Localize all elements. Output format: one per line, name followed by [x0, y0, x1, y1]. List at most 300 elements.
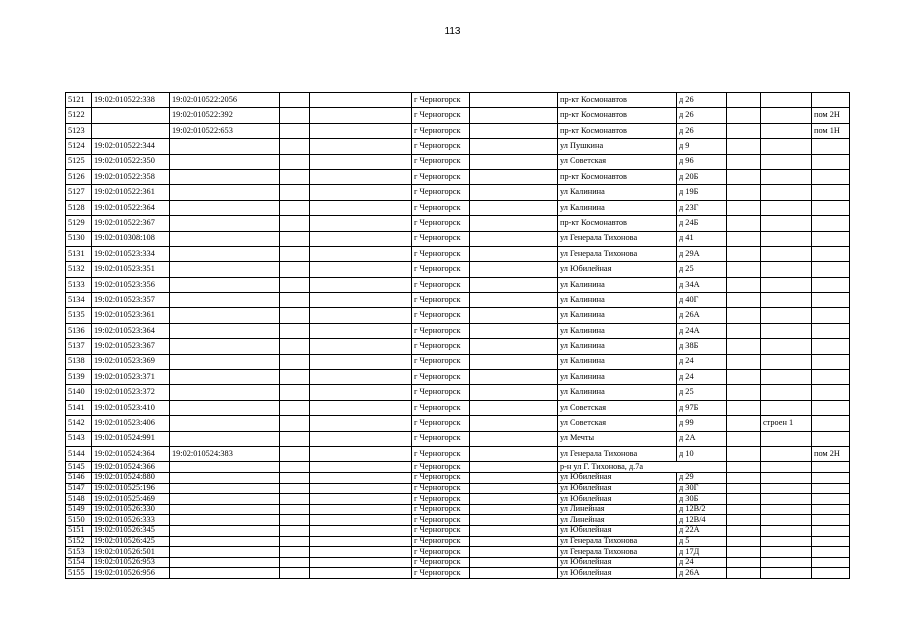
table-row	[66, 293, 850, 308]
premises-cell	[812, 93, 850, 108]
blank-col-5-cell	[310, 483, 412, 494]
city-cell: г Черногорск	[412, 568, 470, 579]
blank-col-4-cell	[280, 262, 310, 277]
blank-col-5-cell	[310, 472, 412, 483]
house-cell: д 10	[677, 446, 727, 461]
table-row	[66, 385, 850, 400]
blank-col-5-cell	[310, 536, 412, 547]
street-cell: ул Калинина	[558, 185, 677, 200]
blank-col-5-cell	[310, 431, 412, 446]
blank-col-10-cell	[727, 308, 761, 323]
blank-col-4-cell	[280, 323, 310, 338]
blank-col-5-cell	[310, 385, 412, 400]
row-number-cell: 5150	[66, 515, 92, 526]
blank-col-7-cell	[470, 108, 558, 123]
premises-cell	[812, 504, 850, 515]
cadastral-number-cell: 19:02:010522:361	[92, 185, 170, 200]
blank-col-10-cell	[727, 472, 761, 483]
registry-body	[66, 93, 850, 579]
blank-col-5-cell	[310, 139, 412, 154]
blank-col-7-cell	[470, 536, 558, 547]
street-cell: ул Юбилейная	[558, 568, 677, 579]
linked-cadastral-number-cell: 19:02:010522:2056	[170, 93, 280, 108]
blank-col-10-cell	[727, 154, 761, 169]
building-cell	[761, 462, 812, 473]
premises-cell	[812, 483, 850, 494]
linked-cadastral-number-cell	[170, 308, 280, 323]
blank-col-4-cell	[280, 446, 310, 461]
blank-col-10-cell	[727, 123, 761, 138]
cadastral-number-cell: 19:02:010523:351	[92, 262, 170, 277]
cadastral-number-cell: 19:02:010524:880	[92, 472, 170, 483]
row-number-cell: 5137	[66, 339, 92, 354]
cadastral-number-cell: 19:02:010523:334	[92, 246, 170, 261]
blank-col-10-cell	[727, 169, 761, 184]
building-cell	[761, 246, 812, 261]
blank-col-4-cell	[280, 339, 310, 354]
linked-cadastral-number-cell	[170, 277, 280, 292]
blank-col-4-cell	[280, 536, 310, 547]
building-cell	[761, 400, 812, 415]
premises-cell	[812, 547, 850, 558]
premises-cell	[812, 277, 850, 292]
blank-col-7-cell	[470, 154, 558, 169]
blank-col-4-cell	[280, 431, 310, 446]
row-number-cell: 5122	[66, 108, 92, 123]
street-cell: пр-кт Космонавтов	[558, 93, 677, 108]
blank-col-7-cell	[470, 385, 558, 400]
cadastral-number-cell: 19:02:010523:356	[92, 277, 170, 292]
street-cell: ул Советская	[558, 154, 677, 169]
blank-col-7-cell	[470, 568, 558, 579]
premises-cell	[812, 568, 850, 579]
blank-col-5-cell	[310, 547, 412, 558]
linked-cadastral-number-cell	[170, 568, 280, 579]
blank-col-5-cell	[310, 400, 412, 415]
building-cell	[761, 515, 812, 526]
house-cell: д 30Г	[677, 483, 727, 494]
linked-cadastral-number-cell	[170, 231, 280, 246]
blank-col-7-cell	[470, 339, 558, 354]
linked-cadastral-number-cell	[170, 370, 280, 385]
house-cell: д 9	[677, 139, 727, 154]
blank-col-5-cell	[310, 416, 412, 431]
blank-col-4-cell	[280, 354, 310, 369]
blank-col-10-cell	[727, 231, 761, 246]
premises-cell	[812, 557, 850, 568]
cadastral-number-cell: 19:02:010523:364	[92, 323, 170, 338]
blank-col-10-cell	[727, 536, 761, 547]
blank-col-10-cell	[727, 446, 761, 461]
blank-col-4-cell	[280, 231, 310, 246]
street-cell: пр-кт Космонавтов	[558, 216, 677, 231]
table-row	[66, 262, 850, 277]
blank-col-4-cell	[280, 483, 310, 494]
row-number-cell: 5139	[66, 370, 92, 385]
blank-col-5-cell	[310, 354, 412, 369]
house-cell: д 24Б	[677, 216, 727, 231]
premises-cell	[812, 536, 850, 547]
blank-col-4-cell	[280, 515, 310, 526]
premises-cell	[812, 231, 850, 246]
blank-col-7-cell	[470, 293, 558, 308]
linked-cadastral-number-cell	[170, 262, 280, 277]
house-cell: д 97Б	[677, 400, 727, 415]
premises-cell	[812, 416, 850, 431]
cadastral-number-cell: 19:02:010308:108	[92, 231, 170, 246]
street-cell: ул Линейная	[558, 515, 677, 526]
row-number-cell: 5132	[66, 262, 92, 277]
blank-col-7-cell	[470, 557, 558, 568]
city-cell: г Черногорск	[412, 547, 470, 558]
city-cell: г Черногорск	[412, 446, 470, 461]
street-cell: ул Пушкина	[558, 139, 677, 154]
city-cell: г Черногорск	[412, 431, 470, 446]
blank-col-10-cell	[727, 262, 761, 277]
cadastral-number-cell: 19:02:010523:406	[92, 416, 170, 431]
blank-col-5-cell	[310, 525, 412, 536]
table-row	[66, 200, 850, 215]
building-cell	[761, 536, 812, 547]
cadastral-number-cell: 19:02:010526:330	[92, 504, 170, 515]
linked-cadastral-number-cell	[170, 416, 280, 431]
table-row	[66, 416, 850, 431]
table-row	[66, 246, 850, 261]
table-row	[66, 557, 850, 568]
table-row	[66, 400, 850, 415]
building-cell	[761, 139, 812, 154]
city-cell: г Черногорск	[412, 536, 470, 547]
blank-col-5-cell	[310, 339, 412, 354]
blank-col-7-cell	[470, 400, 558, 415]
city-cell: г Черногорск	[412, 154, 470, 169]
street-cell: ул Калинина	[558, 277, 677, 292]
table-row	[66, 494, 850, 505]
row-number-cell: 5134	[66, 293, 92, 308]
premises-cell	[812, 385, 850, 400]
blank-col-7-cell	[470, 93, 558, 108]
city-cell: г Черногорск	[412, 293, 470, 308]
building-cell	[761, 557, 812, 568]
row-number-cell: 5148	[66, 494, 92, 505]
linked-cadastral-number-cell	[170, 200, 280, 215]
blank-col-10-cell	[727, 431, 761, 446]
blank-col-5-cell	[310, 504, 412, 515]
building-cell	[761, 108, 812, 123]
street-cell: ул Юбилейная	[558, 472, 677, 483]
blank-col-5-cell	[310, 246, 412, 261]
row-number-cell: 5154	[66, 557, 92, 568]
building-cell	[761, 483, 812, 494]
table-row	[66, 308, 850, 323]
cadastral-number-cell: 19:02:010523:369	[92, 354, 170, 369]
blank-col-4-cell	[280, 139, 310, 154]
blank-col-10-cell	[727, 515, 761, 526]
city-cell: г Черногорск	[412, 515, 470, 526]
street-cell: ул Юбилейная	[558, 557, 677, 568]
building-cell	[761, 154, 812, 169]
linked-cadastral-number-cell	[170, 169, 280, 184]
cadastral-number-cell: 19:02:010522:350	[92, 154, 170, 169]
table-row	[66, 504, 850, 515]
row-number-cell: 5152	[66, 536, 92, 547]
blank-col-4-cell	[280, 385, 310, 400]
premises-cell	[812, 200, 850, 215]
city-cell: г Черногорск	[412, 169, 470, 184]
premises-cell	[812, 185, 850, 200]
building-cell	[761, 446, 812, 461]
house-cell: д 24	[677, 557, 727, 568]
blank-col-7-cell	[470, 354, 558, 369]
street-cell: ул Юбилейная	[558, 494, 677, 505]
building-cell	[761, 231, 812, 246]
street-cell: ул Калинина	[558, 339, 677, 354]
blank-col-7-cell	[470, 416, 558, 431]
blank-col-10-cell	[727, 200, 761, 215]
building-cell	[761, 494, 812, 505]
blank-col-10-cell	[727, 504, 761, 515]
city-cell: г Черногорск	[412, 416, 470, 431]
city-cell: г Черногорск	[412, 504, 470, 515]
city-cell: г Черногорск	[412, 216, 470, 231]
house-cell: д 30Б	[677, 494, 727, 505]
house-cell: д 26	[677, 93, 727, 108]
city-cell: г Черногорск	[412, 472, 470, 483]
house-cell: д 26А	[677, 568, 727, 579]
linked-cadastral-number-cell: 19:02:010522:392	[170, 108, 280, 123]
street-cell: ул Калинина	[558, 385, 677, 400]
linked-cadastral-number-cell	[170, 246, 280, 261]
row-number-cell: 5124	[66, 139, 92, 154]
row-number-cell: 5125	[66, 154, 92, 169]
table-row	[66, 431, 850, 446]
blank-col-4-cell	[280, 108, 310, 123]
blank-col-7-cell	[470, 483, 558, 494]
row-number-cell: 5140	[66, 385, 92, 400]
street-cell: ул Генерала Тихонова	[558, 547, 677, 558]
street-cell: ул Калинина	[558, 200, 677, 215]
city-cell: г Черногорск	[412, 339, 470, 354]
table-row	[66, 472, 850, 483]
street-cell: р-н ул Г. Тихонова, д.7а	[558, 462, 727, 473]
row-number-cell: 5130	[66, 231, 92, 246]
blank-col-5-cell	[310, 293, 412, 308]
premises-cell	[812, 216, 850, 231]
row-number-cell: 5141	[66, 400, 92, 415]
row-number-cell: 5144	[66, 446, 92, 461]
cadastral-number-cell: 19:02:010523:371	[92, 370, 170, 385]
blank-col-10-cell	[727, 108, 761, 123]
street-cell: ул Юбилейная	[558, 483, 677, 494]
blank-col-10-cell	[727, 400, 761, 415]
linked-cadastral-number-cell	[170, 536, 280, 547]
city-cell: г Черногорск	[412, 185, 470, 200]
blank-col-4-cell	[280, 308, 310, 323]
premises-cell	[812, 525, 850, 536]
house-cell: д 24А	[677, 323, 727, 338]
blank-col-5-cell	[310, 568, 412, 579]
street-cell: ул Генерала Тихонова	[558, 231, 677, 246]
cadastral-number-cell: 19:02:010525:469	[92, 494, 170, 505]
blank-col-5-cell	[310, 308, 412, 323]
building-cell	[761, 293, 812, 308]
city-cell: г Черногорск	[412, 483, 470, 494]
table-row	[66, 515, 850, 526]
house-cell: д 23Г	[677, 200, 727, 215]
blank-col-7-cell	[470, 277, 558, 292]
blank-col-7-cell	[470, 494, 558, 505]
street-cell: ул Калинина	[558, 308, 677, 323]
premises-cell: пом 2Н	[812, 446, 850, 461]
blank-col-10-cell	[727, 339, 761, 354]
blank-col-4-cell	[280, 525, 310, 536]
blank-col-7-cell	[470, 462, 558, 473]
city-cell: г Черногорск	[412, 139, 470, 154]
premises-cell	[812, 139, 850, 154]
row-number-cell: 5138	[66, 354, 92, 369]
table-row	[66, 277, 850, 292]
blank-col-10-cell	[727, 93, 761, 108]
street-cell: ул Юбилейная	[558, 262, 677, 277]
blank-col-7-cell	[470, 169, 558, 184]
linked-cadastral-number-cell	[170, 154, 280, 169]
blank-col-7-cell	[470, 446, 558, 461]
blank-col-5-cell	[310, 494, 412, 505]
street-cell: пр-кт Космонавтов	[558, 123, 677, 138]
table-row	[66, 108, 850, 123]
cadastral-number-cell: 19:02:010522:358	[92, 169, 170, 184]
blank-col-4-cell	[280, 547, 310, 558]
blank-col-4-cell	[280, 472, 310, 483]
row-number-cell: 5127	[66, 185, 92, 200]
table-row	[66, 536, 850, 547]
table-row	[66, 185, 850, 200]
street-cell: ул Калинина	[558, 370, 677, 385]
blank-col-5-cell	[310, 515, 412, 526]
row-number-cell: 5135	[66, 308, 92, 323]
house-cell: д 40Г	[677, 293, 727, 308]
row-number-cell: 5153	[66, 547, 92, 558]
blank-col-5-cell	[310, 93, 412, 108]
blank-col-7-cell	[470, 185, 558, 200]
premises-cell	[812, 400, 850, 415]
street-cell: ул Мечты	[558, 431, 677, 446]
building-cell	[761, 185, 812, 200]
building-cell	[761, 262, 812, 277]
linked-cadastral-number-cell	[170, 547, 280, 558]
blank-col-10-cell	[727, 462, 761, 473]
linked-cadastral-number-cell	[170, 525, 280, 536]
street-cell: ул Генерала Тихонова	[558, 536, 677, 547]
linked-cadastral-number-cell	[170, 494, 280, 505]
row-number-cell: 5131	[66, 246, 92, 261]
blank-col-4-cell	[280, 494, 310, 505]
blank-col-10-cell	[727, 216, 761, 231]
cadastral-number-cell: 19:02:010526:953	[92, 557, 170, 568]
premises-cell	[812, 262, 850, 277]
house-cell: д 34А	[677, 277, 727, 292]
building-cell	[761, 216, 812, 231]
premises-cell	[812, 246, 850, 261]
premises-cell	[812, 154, 850, 169]
table-row	[66, 123, 850, 138]
premises-cell: пом 1Н	[812, 123, 850, 138]
building-cell	[761, 568, 812, 579]
city-cell: г Черногорск	[412, 557, 470, 568]
building-cell	[761, 277, 812, 292]
linked-cadastral-number-cell: 19:02:010524:383	[170, 446, 280, 461]
linked-cadastral-number-cell	[170, 323, 280, 338]
city-cell: г Черногорск	[412, 231, 470, 246]
building-cell	[761, 472, 812, 483]
blank-col-10-cell	[727, 277, 761, 292]
building-cell	[761, 504, 812, 515]
linked-cadastral-number-cell	[170, 216, 280, 231]
blank-col-5-cell	[310, 154, 412, 169]
blank-col-4-cell	[280, 504, 310, 515]
cadastral-number-cell: 19:02:010526:501	[92, 547, 170, 558]
row-number-cell: 5142	[66, 416, 92, 431]
table-row	[66, 446, 850, 461]
blank-col-10-cell	[727, 568, 761, 579]
blank-col-10-cell	[727, 385, 761, 400]
building-cell	[761, 93, 812, 108]
cadastral-number-cell: 19:02:010523:361	[92, 308, 170, 323]
house-cell: д 25	[677, 262, 727, 277]
blank-col-4-cell	[280, 293, 310, 308]
blank-col-5-cell	[310, 262, 412, 277]
premises-cell	[812, 472, 850, 483]
street-cell: ул Линейная	[558, 504, 677, 515]
street-cell: ул Советская	[558, 416, 677, 431]
house-cell: д 25	[677, 385, 727, 400]
street-cell: ул Калинина	[558, 323, 677, 338]
house-cell: д 24	[677, 354, 727, 369]
city-cell: г Черногорск	[412, 323, 470, 338]
cadastral-number-cell: 19:02:010523:357	[92, 293, 170, 308]
blank-col-10-cell	[727, 525, 761, 536]
cadastral-number-cell	[92, 108, 170, 123]
city-cell: г Черногорск	[412, 400, 470, 415]
blank-col-10-cell	[727, 557, 761, 568]
blank-col-4-cell	[280, 169, 310, 184]
cadastral-number-cell: 19:02:010526:425	[92, 536, 170, 547]
city-cell: г Черногорск	[412, 108, 470, 123]
row-number-cell: 5147	[66, 483, 92, 494]
blank-col-10-cell	[727, 370, 761, 385]
building-cell	[761, 370, 812, 385]
blank-col-10-cell	[727, 547, 761, 558]
building-cell	[761, 525, 812, 536]
blank-col-7-cell	[470, 431, 558, 446]
city-cell: г Черногорск	[412, 354, 470, 369]
blank-col-7-cell	[470, 123, 558, 138]
linked-cadastral-number-cell	[170, 515, 280, 526]
building-cell	[761, 200, 812, 215]
blank-col-5-cell	[310, 557, 412, 568]
row-number-cell: 5145	[66, 462, 92, 473]
blank-col-4-cell	[280, 123, 310, 138]
blank-col-7-cell	[470, 139, 558, 154]
building-cell	[761, 308, 812, 323]
street-cell: ул Калинина	[558, 354, 677, 369]
blank-col-10-cell	[727, 494, 761, 505]
table-row	[66, 462, 850, 473]
linked-cadastral-number-cell: 19:02:010522:653	[170, 123, 280, 138]
house-cell: д 26А	[677, 308, 727, 323]
cadastral-number-cell	[92, 123, 170, 138]
blank-col-7-cell	[470, 231, 558, 246]
